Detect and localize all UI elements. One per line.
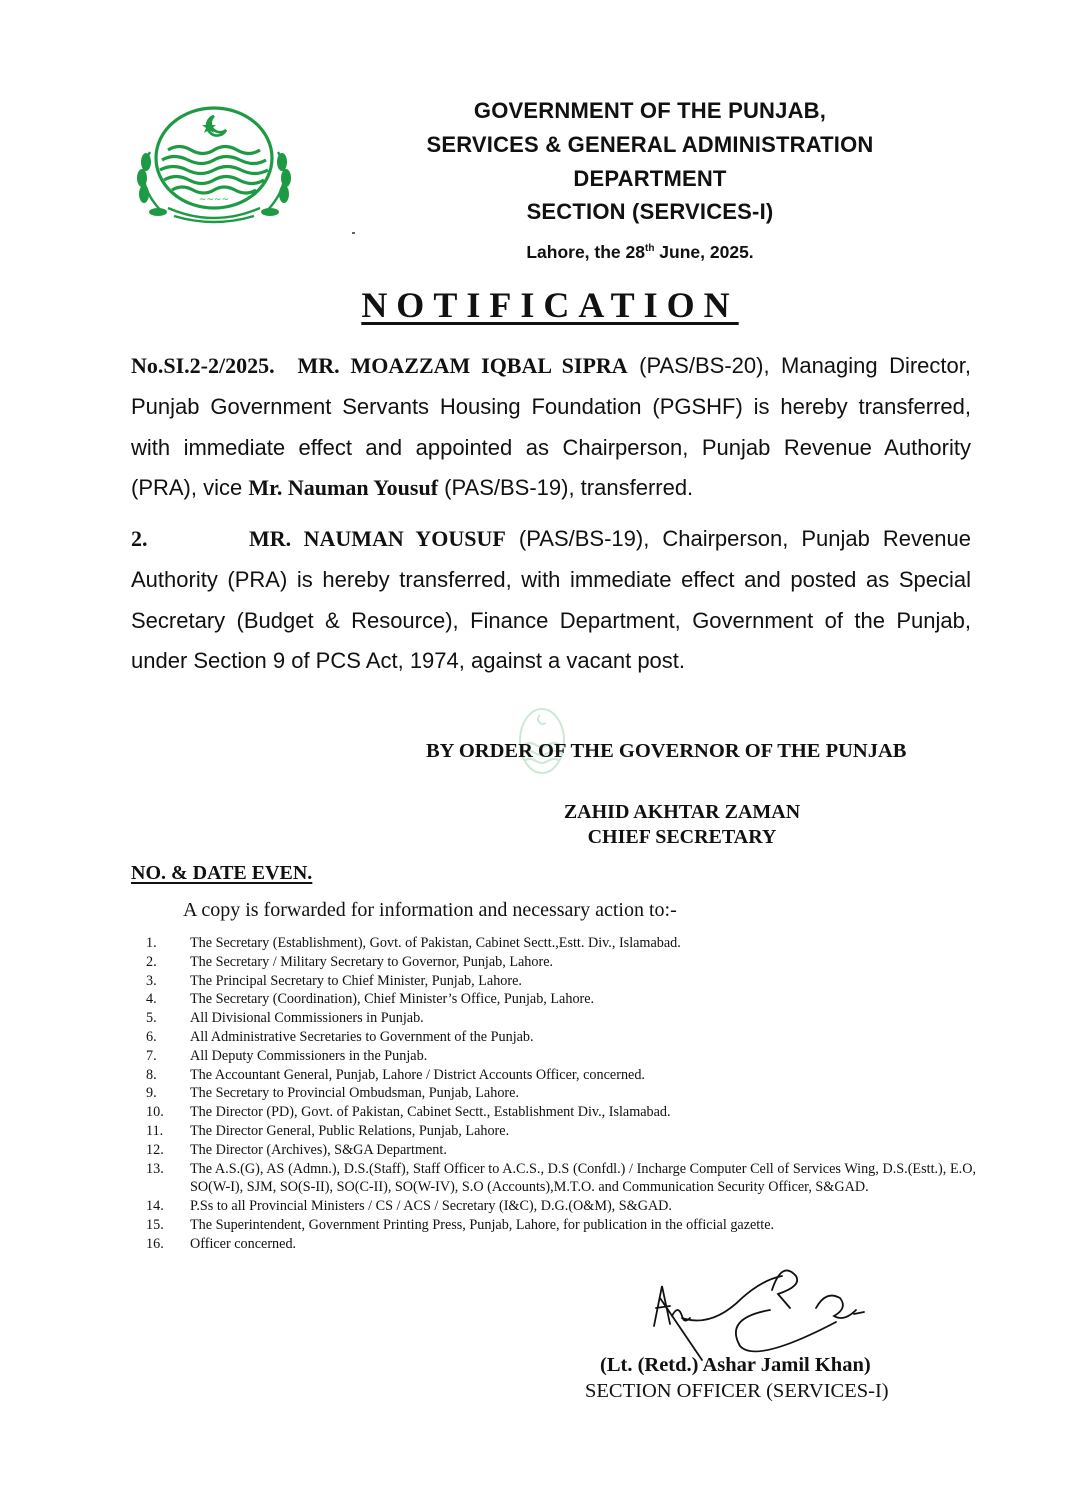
list-number: 4. — [146, 991, 157, 1008]
list-item — [146, 1028, 976, 1047]
list-item — [146, 1141, 976, 1160]
notification-number: No.SI.2-2/2025. — [131, 353, 275, 378]
notification-date — [440, 242, 840, 263]
paragraph-2-number: 2. — [131, 526, 148, 551]
list-item — [146, 1216, 976, 1235]
distribution-list — [146, 934, 976, 1254]
page-title — [0, 284, 1080, 326]
paragraph-2 — [131, 519, 971, 682]
list-text: Officer concerned. — [190, 1235, 297, 1252]
paragraph-1-text-a: (PAS/BS-20), Managing Director, Punjab Government Servants Housing Foundation (PGSHF) is hereby transferred, with immediate effect and appointed as Chairperson, Punjab Revenue Authority (PRA), vice — [131, 353, 971, 501]
list-item — [146, 972, 976, 991]
list-text: All Deputy Commissioners in the Punjab. — [190, 1047, 428, 1064]
list-number: 5. — [146, 1010, 157, 1027]
chief-secretary-name: ZAHID AKHTAR ZAMAN — [563, 801, 801, 823]
svg-text:~~~~: ~~~~ — [198, 195, 230, 205]
date-suffix: June, 2025. — [654, 242, 754, 262]
officer-name-1: MR. MOAZZAM IQBAL SIPRA — [297, 353, 628, 378]
list-text: The Secretary to Provincial Ombudsman, Punjab, Lahore. — [190, 1085, 519, 1102]
list-number: 13. — [146, 1160, 164, 1177]
list-text: The Secretary / Military Secretary to Governor, Punjab, Lahore. — [190, 953, 554, 970]
list-text: The Director General, Public Relations, Punjab, Lahore. — [190, 1122, 510, 1139]
list-number: 16. — [146, 1235, 164, 1252]
list-number: 6. — [146, 1028, 157, 1045]
list-item — [146, 953, 976, 972]
list-text: The A.S.(G), AS (Admn.), D.S.(Staff), Staff Officer to A.C.S., D.S (Confdl.) / Incharge Computer Cell of Services Wing, D.S.(Estt.), E.O, SO(W-I), SJM, SO(S-II), SO(C-II), SO(W-IV), S.O (Accounts),M.T.O. and Communication Security Officer, S&GAD. — [190, 1160, 976, 1196]
list-number: 12. — [146, 1141, 164, 1158]
emblem-icon — [128, 104, 300, 228]
by-order-line: BY ORDER OF THE GOVERNOR OF THE PUNJAB — [426, 740, 907, 762]
list-item — [146, 934, 976, 953]
list-number: 10. — [146, 1104, 164, 1121]
list-number: 11. — [146, 1122, 164, 1139]
list-text: P.Ss to all Provincial Ministers / CS / ACS / Secretary (I&C), D.G.(O&M), S&GAD. — [190, 1198, 672, 1215]
scan-speck — [352, 232, 355, 234]
list-number: 2. — [146, 953, 157, 970]
list-text: The Superintendent, Government Printing Press, Punjab, Lahore, for publication in the official gazette. — [190, 1216, 775, 1233]
list-number: 9. — [146, 1085, 157, 1102]
header-section: SECTION (SERVICES-I) — [526, 199, 774, 224]
list-number: 3. — [146, 972, 157, 989]
vice-officer-name: Mr. Nauman Yousuf — [248, 475, 439, 501]
forward-text: A copy is forwarded for information and necessary action to:- — [183, 899, 677, 921]
list-text: The Secretary (Establishment), Govt. of Pakistan, Cabinet Sectt.,Estt. Div., Islamabad. — [190, 935, 681, 951]
no-date-even-heading: NO. & DATE EVEN. — [131, 862, 313, 884]
paragraph-1-text-b: (PAS/BS-19), transferred. — [438, 475, 694, 501]
list-text: The Director (Archives), S&GA Department. — [190, 1141, 447, 1158]
punjab-emblem-logo — [128, 104, 300, 228]
list-item — [146, 1084, 976, 1103]
header-government: GOVERNMENT OF THE PUNJAB, — [473, 98, 827, 123]
section-officer-name: (Lt. (Retd.) Ashar Jamil Khan) — [600, 1354, 871, 1376]
list-item — [146, 1160, 976, 1198]
date-prefix: Lahore, the 28 — [526, 242, 645, 262]
list-item — [146, 1122, 976, 1141]
list-number: 8. — [146, 1066, 157, 1083]
list-text: The Director (PD), Govt. of Pakistan, Cabinet Sectt., Establishment Div., Islamabad. — [190, 1104, 671, 1121]
handwritten-signature — [640, 1268, 890, 1368]
list-item — [146, 1047, 976, 1066]
list-text: The Secretary (Coordination), Chief Minister’s Office, Punjab, Lahore. — [190, 991, 595, 1008]
chief-secretary-title: CHIEF SECRETARY — [587, 826, 777, 848]
list-item — [146, 1009, 976, 1028]
list-text: All Divisional Commissioners in Punjab. — [190, 1010, 424, 1027]
list-number: 1. — [146, 935, 157, 951]
header-department-cont: DEPARTMENT — [573, 166, 727, 191]
list-number: 7. — [146, 1047, 157, 1064]
list-item — [146, 990, 976, 1009]
date-sup: th — [644, 243, 655, 255]
paragraph-1 — [131, 346, 971, 509]
header-department: SERVICES & GENERAL ADMINISTRATION — [426, 132, 874, 157]
list-number: 15. — [146, 1216, 164, 1233]
list-item — [146, 1066, 976, 1085]
list-text: All Administrative Secretaries to Government of the Punjab. — [190, 1028, 534, 1045]
list-item — [146, 1197, 976, 1216]
list-number: 14. — [146, 1198, 164, 1215]
list-text: The Accountant General, Punjab, Lahore / District Accounts Officer, concerned. — [190, 1066, 645, 1083]
officer-name-2: MR. NAUMAN YOUSUF — [249, 526, 506, 551]
section-officer-title: SECTION OFFICER (SERVICES-I) — [585, 1380, 889, 1402]
list-item — [146, 1235, 976, 1254]
list-text: The Principal Secretary to Chief Minister, Punjab, Lahore. — [190, 972, 522, 989]
list-item — [146, 1103, 976, 1122]
paragraph-2-text: (PAS/BS-19), Chairperson, Punjab Revenue Authority (PRA) is hereby transferred, with immediate effect and posted as Special Secretary (Budget & Resource), Finance Department, Government of the Punjab, under Section 9 of PCS Act, 1974, against a vacant post. — [131, 526, 971, 674]
title-text: NOTIFICATION — [361, 285, 739, 325]
chief-secretary-block — [540, 800, 824, 850]
